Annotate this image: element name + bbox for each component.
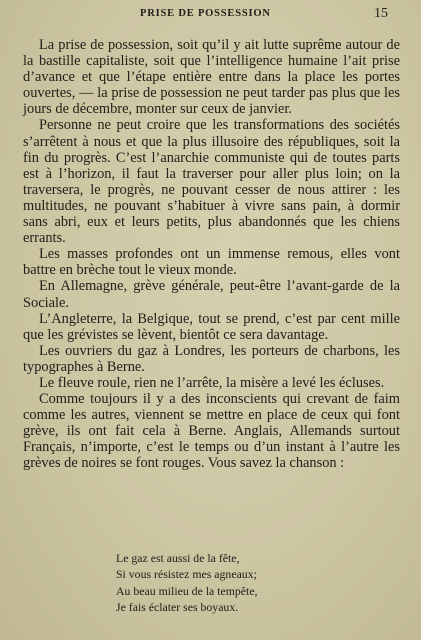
paragraph-5: L’Angleterre, la Belgique, tout se prend, c’est par cent mille que les grévistes se lèvent, bientôt ce sera davantage. (23, 310, 400, 343)
paragraph-3: Les masses profondes ont un immense remous, elles vont battre en brèche tout le vieux monde. (23, 246, 400, 279)
paragraph-2: Personne ne peut croire que les transformations des sociétés s’arrêtent à nous et que la plus illusoire des républiques, soit la fin du progrès. C’est l’anarchie communiste qui de toutes parts est à l’horizon, il faut la traverser pour aller plus loin; on la traversera, le progrès, ne pouvant cesser de nous attirer : les multitudes, ne pouvant s’habituer à vivre sans pain, à dormir sans abri, eux et leurs petits, plus abandonnés que les chiens errants. (23, 117, 400, 247)
verse-line-2: Si vous résistez mes agneaux; (116, 567, 257, 582)
body-text (23, 37, 400, 472)
paragraph-6: Les ouvriers du gaz à Londres, les porteurs de charbons, les typographes à Berne. (23, 342, 400, 375)
verse-line-3: Au beau milieu de la tempête, (116, 583, 258, 598)
song-verse (116, 550, 376, 615)
paragraph-8: Comme toujours il y a des inconscients qui crevant de faim comme les autres, viennent se mettre en place de ceux qui font grève, ils ont fait cela à Berne. Anglais, Allemands surtout Français, n’importe, c’est le temps ou d’un instant à l’autre les grèves de noires se font rouges. Vous savez la chanson : (23, 391, 400, 472)
verse-line-4: Je fais éclater ses boyaux. (116, 599, 239, 614)
paragraph-7: Le fleuve roule, rien ne l’arrête, la misère a levé les écluses. (39, 374, 385, 391)
paragraph-1: La prise de possession, soit qu’il y ait lutte suprême autour de la bastille capitaliste, soit que l’intelligence humaine l’ait prise d’avance et que l’étape entière entre dans la place les portes ouvertes, — la prise de possession ne peut tarder pas plus que les jours de décembre, monter sur ceux de janvier. (23, 37, 400, 118)
paragraph-4: En Allemagne, grève générale, peut-être l’avant-garde de la Sociale. (23, 278, 400, 311)
running-title: PRISE DE POSSESSION (140, 8, 271, 19)
page-number: 15 (374, 6, 388, 21)
verse-line-1: Le gaz est aussi de la fête, (116, 551, 240, 565)
page-header (0, 6, 421, 24)
